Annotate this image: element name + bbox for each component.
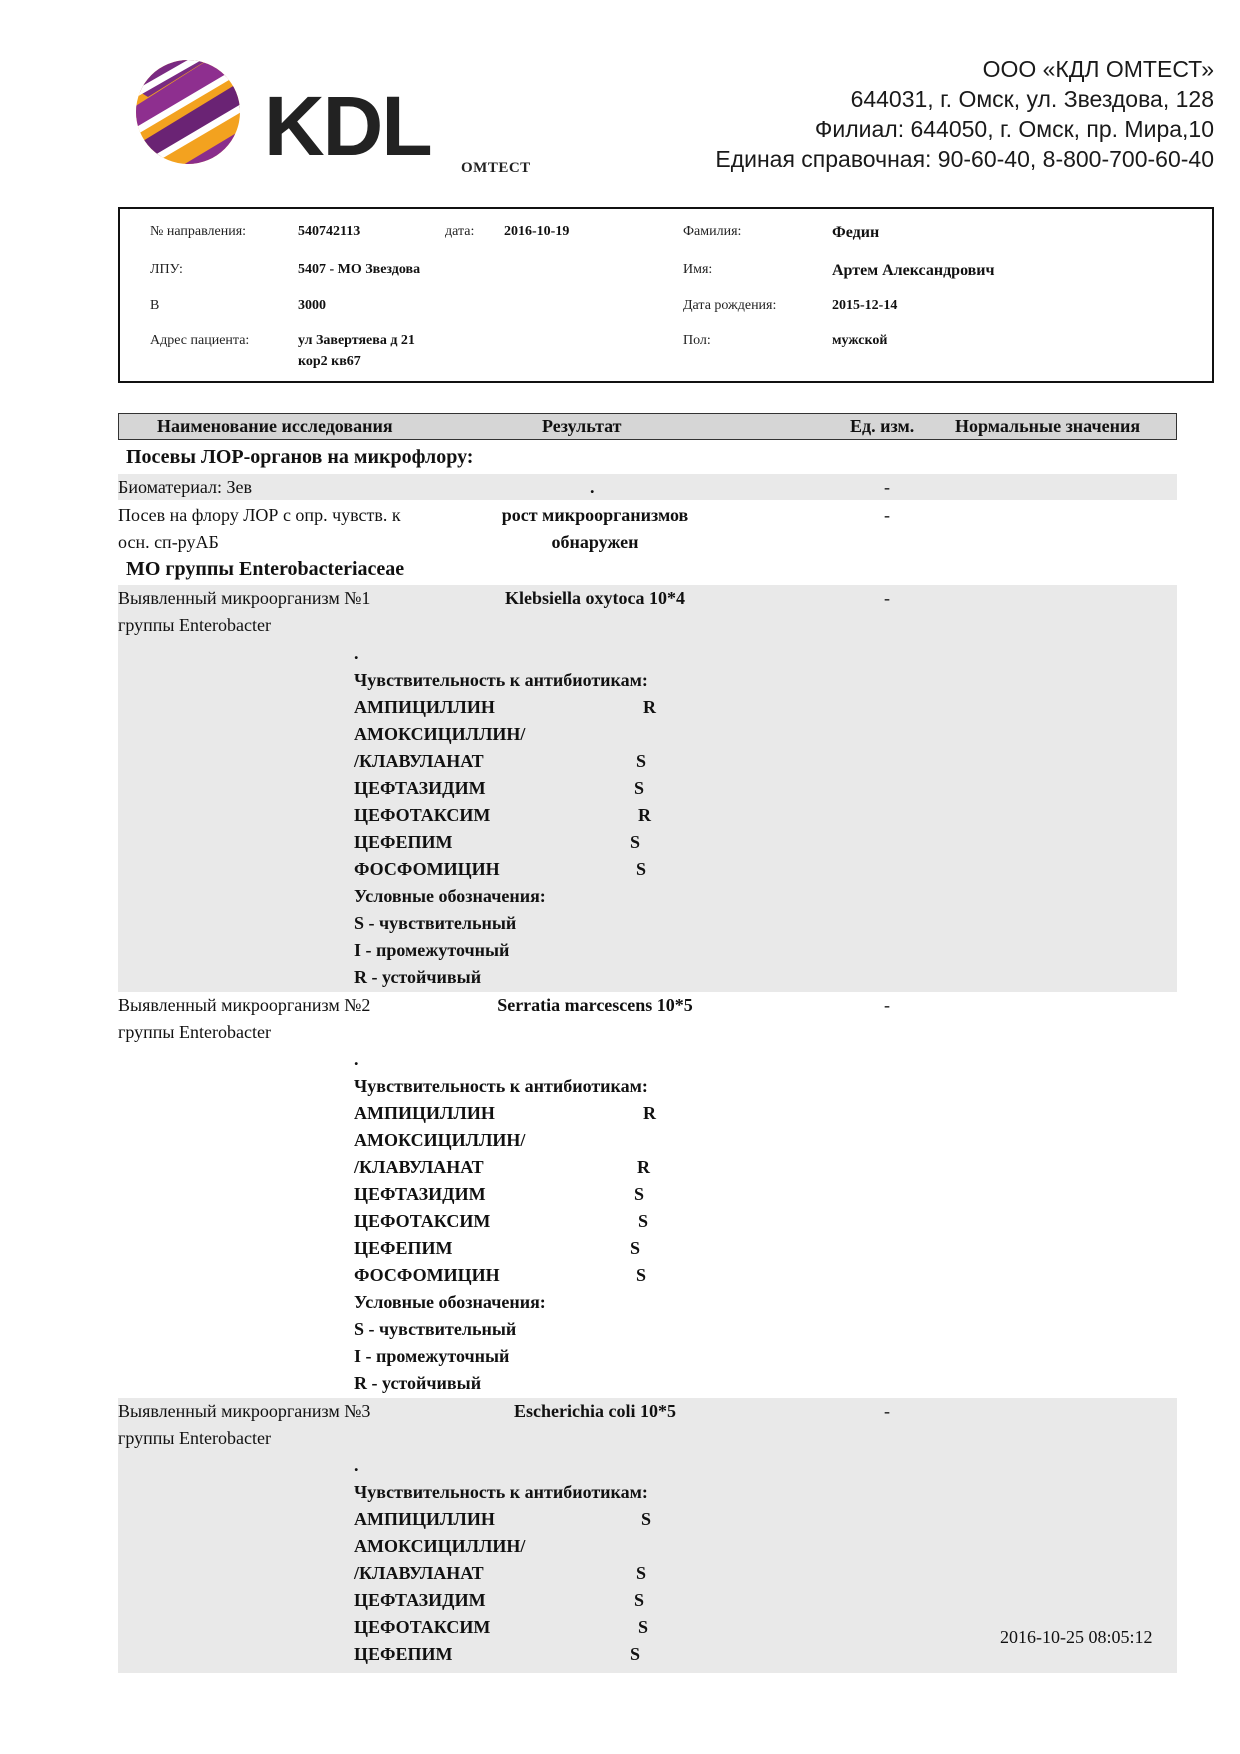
microbe-1-ab-fosfomycin: ФОСФОМИЦИН [354,859,500,879]
microbe-3-sens-clavulanate: S [636,1563,647,1583]
col-norm-header: Нормальные значения [955,416,1141,436]
culture-result-line2: обнаружен [551,532,639,552]
microbe-1-group: группы Enterobacter [118,615,271,635]
microbe-2-ab-fosfomycin: ФОСФОМИЦИН [354,1265,500,1285]
microbe-1-sens-clavulanate: S [636,751,647,771]
microbe-3-result: Escherichia coli 10*5 [514,1401,676,1421]
company-branch: Филиал: 644050, г. Омск, пр. Мира,10 [814,116,1214,142]
microbe-1-legend-i: I - промежуточный [354,940,510,960]
company-phone: Единая справочная: 90-60-40, 8-800-700-60-40 [715,146,1214,172]
biomaterial-row [118,474,1177,500]
col-unit-header: Ед. изм. [850,416,915,436]
microbe-1-sens-cefotaxime: R [638,805,651,825]
footer-timestamp: 2016-10-25 08:05:12 [1000,1627,1153,1647]
microbe-2-ab-clavulanate: /КЛАВУЛАНАТ [354,1157,484,1177]
microbe-2-ab-ceftazidime: ЦЕФТАЗИДИМ [354,1184,486,1204]
kdl-logo [118,32,538,187]
address-line2: кор2 кв67 [298,354,361,369]
kdl-sphere-icon [133,52,243,172]
culture-label-line2: осн. сп-руАБ [118,532,219,552]
patient-info-box [118,207,1214,383]
dob-label: Дата рождения: [683,298,777,313]
microbe-1-legend-r: R - устойчивый [354,967,482,987]
microbe-1-row [118,585,1177,992]
microbe-1-ab-cefepime: ЦЕФЕПИМ [354,832,453,852]
lpu-value: 5407 - МО Звездова [298,262,421,277]
culture-result-line1: рост микроорганизмов [501,505,689,525]
microbe-1-legend-title: Условные обозначения: [354,886,546,906]
microbe-1-result: Klebsiella oxytoca 10*4 [505,588,685,608]
microbe-2-legend-r: R - устойчивый [354,1373,482,1393]
microbe-2-sens-title: Чувствительность к антибиотикам: [354,1076,648,1096]
surname-label: Фамилия: [683,224,742,239]
microbe-1-label: Выявленный микроорганизм №1 [118,588,371,608]
date-value: 2016-10-19 [504,224,570,239]
microbe-2-sens-cefepime: S [630,1238,641,1258]
microbe-2-dot: . [354,1049,359,1069]
sex-label: Пол: [683,333,711,348]
microbe-1-sens-cefepime: S [630,832,641,852]
logo-subtitle: OMTECT [461,160,531,176]
sex-value: мужской [832,333,888,348]
microbe-2-result: Serratia marcescens 10*5 [497,995,693,1015]
microbe-1-unit: - [884,588,890,608]
microbe-1-ab-amoxicillin: АМОКСИЦИЛЛИН/ [354,724,526,744]
microbe-1-sens-ampicillin: R [643,697,656,717]
microbe-2-ab-ampicillin: АМПИЦИЛЛИН [354,1103,495,1123]
surname-value: Федин [832,224,880,241]
microbe-3-sens-title: Чувствительность к антибиотикам: [354,1482,648,1502]
direction-value: 540742113 [298,224,361,239]
microbe-1-ab-ceftazidime: ЦЕФТАЗИДИМ [354,778,486,798]
microbe-2-sens-clavulanate: R [637,1157,650,1177]
microbe-1-dot: . [354,643,359,663]
microbe-3-ab-ampicillin: АМПИЦИЛЛИН [354,1509,495,1529]
biomaterial-label: Биоматериал: Зев [118,477,253,497]
col-name-header: Наименование исследования [157,416,393,436]
address-label: Адрес пациента: [150,333,250,348]
date-label: дата: [445,224,475,239]
microbe-3-ab-cefepime: ЦЕФЕПИМ [354,1644,453,1664]
company-header [715,54,1214,174]
address-line1: ул Завертяева д 21 [298,333,415,348]
microbe-2-legend-s: S - чувствительный [354,1319,517,1339]
microbe-2-group: группы Enterobacter [118,1022,271,1042]
microbe-3-unit: - [884,1401,890,1421]
culture-label-line1: Посев на флору ЛОР с опр. чувств. к [118,505,401,525]
culture-unit: - [884,505,890,525]
microbe-2-unit: - [884,995,890,1015]
microbe-2-sens-cefotaxime: S [638,1211,649,1231]
microbe-3-label: Выявленный микроорганизм №3 [118,1401,371,1421]
microbe-2-sens-ceftazidime: S [634,1184,645,1204]
microbe-1-ab-ampicillin: АМПИЦИЛЛИН [354,697,495,717]
microbe-2-ab-cefotaxime: ЦЕФОТАКСИМ [354,1211,491,1231]
microbe-3-sens-cefotaxime: S [638,1617,649,1637]
microbe-1-legend-s: S - чувствительный [354,913,517,933]
microbe-1-sens-title: Чувствительность к антибиотикам: [354,670,648,690]
microbe-3-ab-cefotaxime: ЦЕФОТАКСИМ [354,1617,491,1637]
dob-value: 2015-12-14 [832,298,898,313]
microbe-3-dot: . [354,1455,359,1475]
microbe-1-sens-fosfomycin: S [636,859,647,879]
name-label: Имя: [683,262,713,277]
microbe-3-sens-cefepime: S [630,1644,641,1664]
lpu-label: ЛПУ: [150,262,183,277]
biomaterial-result: . [590,477,595,497]
name-value: Артем Александрович [832,262,995,279]
col-result-header: Результат [542,416,622,436]
microbe-2-label: Выявленный микроорганизм №2 [118,995,371,1015]
microbe-3-ab-amoxicillin: АМОКСИЦИЛЛИН/ [354,1536,526,1556]
microbe-1-ab-cefotaxime: ЦЕФОТАКСИМ [354,805,491,825]
microbe-2-sens-fosfomycin: S [636,1265,647,1285]
microbe-2-ab-amoxicillin: АМОКСИЦИЛЛИН/ [354,1130,526,1150]
results-table-header [118,413,1177,440]
microbe-3-sens-ampicillin: S [641,1509,652,1529]
microbe-2-ab-cefepime: ЦЕФЕПИМ [354,1238,453,1258]
microbe-2-legend-title: Условные обозначения: [354,1292,546,1312]
microbe-2-legend-i: I - промежуточный [354,1346,510,1366]
v-value: 3000 [298,298,326,313]
v-label: В [150,298,160,313]
company-name: ООО «КДЛ ОМТЕСТ» [982,56,1214,82]
microbe-3-group: группы Enterobacter [118,1428,271,1448]
microbe-3-sens-ceftazidime: S [634,1590,645,1610]
logo-text: KDL [264,79,431,173]
microbe-3-ab-clavulanate: /КЛАВУЛАНАТ [354,1563,484,1583]
section-title-lor: Посевы ЛОР-органов на микрофлору: [126,446,474,468]
microbe-3-ab-ceftazidime: ЦЕФТАЗИДИМ [354,1590,486,1610]
biomaterial-unit: - [884,477,890,497]
direction-label: № направления: [150,224,247,239]
company-address: 644031, г. Омск, ул. Звездова, 128 [850,86,1214,112]
microbe-1-ab-clavulanate: /КЛАВУЛАНАТ [354,751,484,771]
microbe-2-sens-ampicillin: R [643,1103,656,1123]
section-title-enterobacteriaceae: МО группы Enterobacteriaceae [126,558,405,580]
microbe-1-sens-ceftazidime: S [634,778,645,798]
